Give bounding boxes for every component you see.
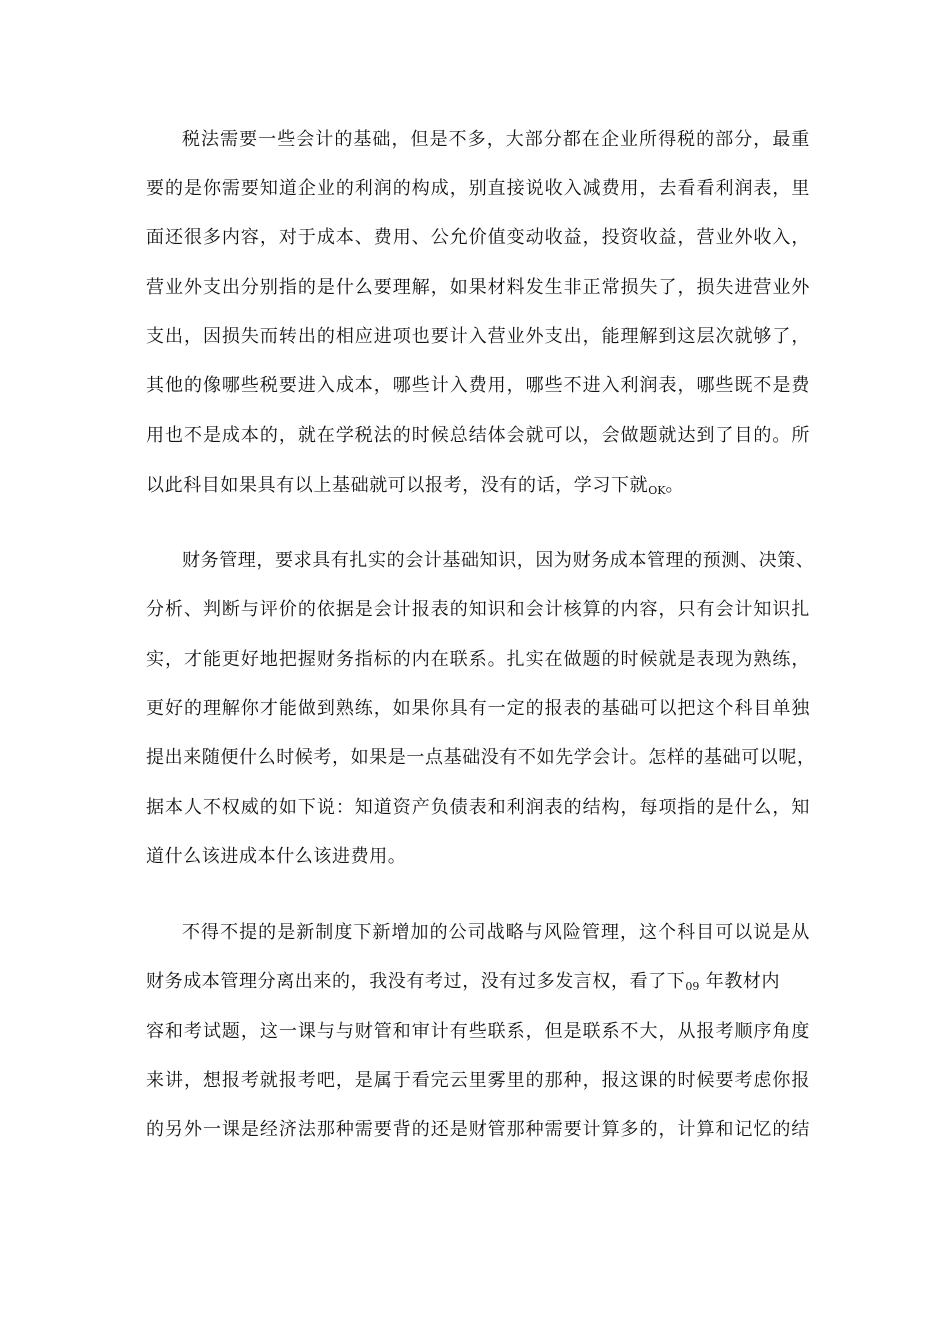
text-line: 容和考试题，这一课与与财管和审计有些联系，但是联系不大，从报考顺序角度 — [146, 1021, 810, 1042]
text-line: 要的是你需要知道企业的利润的构成，别直接说收入减费用，去看看利润表，里 — [146, 178, 810, 199]
text-line: 分析、判断与评价的依据是会计报表的知识和会计核算的内容，只有会计知识扎 — [146, 599, 810, 620]
text-line: 的另外一课是经济法那种需要背的还是财管那种需要计算多的，计算和记忆的结 — [146, 1119, 810, 1140]
text-segment-09: 09 — [685, 980, 700, 993]
text-segment-ok: OK — [648, 484, 666, 497]
text-line: 支出，因损失而转出的相应进项也要计入营业外支出，能理解到这层次就够了， — [146, 326, 810, 347]
text-segment: 年教材内 — [705, 971, 781, 992]
text-line: 实，才能更好地把握财务指标的内在联系。扎实在做题的时候就是表现为熟练， — [146, 649, 810, 670]
text-line: 营业外支出分别指的是什么要理解，如果材料发生非正常损失了，损失进营业外 — [146, 277, 810, 298]
text-line: 其他的像哪些税要进入成本，哪些计入费用，哪些不进入利润表，哪些既不是费 — [146, 375, 810, 396]
text-line: 税法需要一些会计的基础，但是不多，大部分都在企业所得税的部分，最重 — [182, 129, 810, 150]
text-line: 财务管理，要求具有扎实的会计基础知识，因为财务成本管理的预测、决策、 — [182, 550, 815, 571]
text-line: 道什么该进成本什么该进费用。 — [146, 846, 407, 867]
text-line: 来讲，想报考就报考吧，是属于看完云里雾里的那种，报这课的时候要考虑你报 — [146, 1070, 810, 1091]
text-segment: 财务成本管理分离出来的，我没有考过，没有过多发言权，看了下 — [146, 971, 686, 992]
text-line: 提出来随便什么时候考，如果是一点基础没有不如先学会计。怎样的基础可以呢， — [146, 747, 816, 768]
text-line: 用也不是成本的，就在学税法的时候总结体会就可以，会做题就达到了目的。所 — [146, 425, 810, 446]
text-line: 面还很多内容，对于成本、费用、公允价值变动收益，投资收益，营业外收入， — [146, 227, 810, 248]
text-line: 更好的理解你才能做到熟练，如果你具有一定的报表的基础可以把这个科目单独 — [146, 698, 810, 719]
text-segment: 以此科目如果具有以上基础就可以报考，没有的话，学习下就 — [146, 475, 649, 496]
text-line: 不得不提的是新制度下新增加的公司战略与风险管理，这个科目可以说是从 — [182, 922, 810, 943]
text-line — [146, 468, 810, 504]
text-line — [146, 964, 810, 1000]
text-line: 据本人不权威的如下说：知道资产负债表和利润表的结构，每项指的是什么，知 — [146, 797, 810, 818]
text-segment: 。 — [665, 475, 685, 496]
